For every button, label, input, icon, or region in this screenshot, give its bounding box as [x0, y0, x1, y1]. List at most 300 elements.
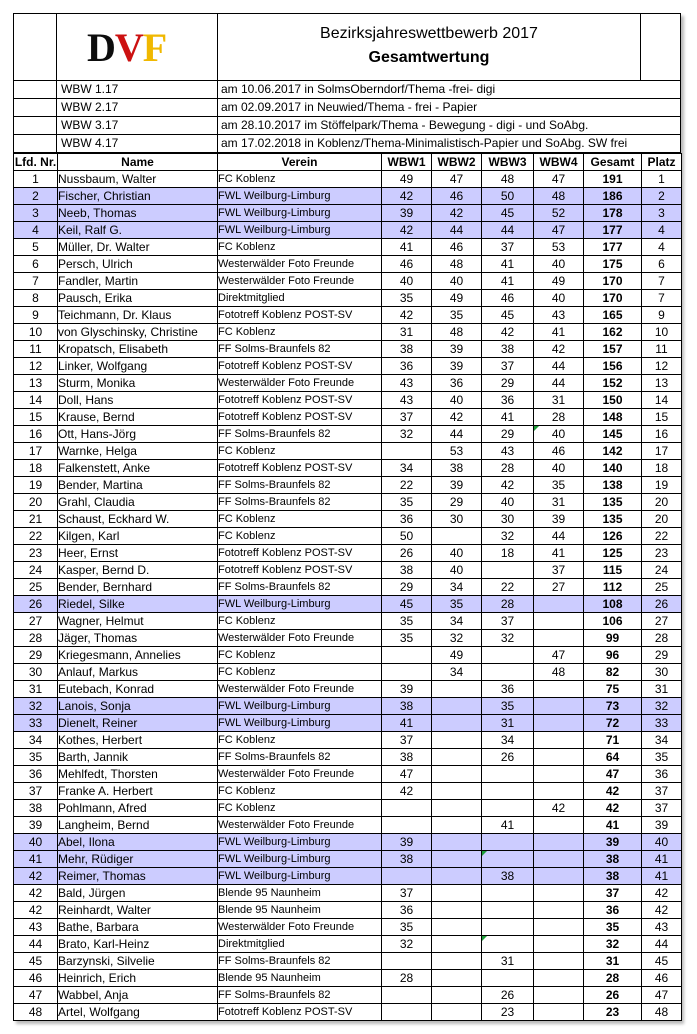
cell-wbw3 — [482, 902, 534, 919]
cell-nr: 31 — [14, 681, 58, 698]
cell-wbw2: 42 — [432, 205, 482, 222]
cell-wbw3: 37 — [482, 613, 534, 630]
cell-gesamt: 148 — [584, 409, 642, 426]
cell-wbw1: 32 — [382, 936, 432, 953]
cell-wbw2 — [432, 681, 482, 698]
table-row — [14, 460, 682, 477]
cell-wbw2: 48 — [432, 256, 482, 273]
table-row — [14, 171, 682, 188]
cell-nr: 32 — [14, 698, 58, 715]
cell-wbw2 — [432, 766, 482, 783]
cell-nr: 47 — [14, 987, 58, 1004]
cell-wbw1 — [382, 953, 432, 970]
cell-wbw4 — [534, 936, 584, 953]
table-row — [14, 239, 682, 256]
cell-platz: 37 — [642, 800, 682, 817]
cell-verein: Direktmitglied — [218, 290, 382, 307]
cell-platz: 46 — [642, 970, 682, 987]
cell-verein: Fototreff Koblenz POST-SV — [218, 409, 382, 426]
competition-name: WBW 1.17 — [61, 82, 119, 96]
cell-platz: 28 — [642, 630, 682, 647]
cell-gesamt: 177 — [584, 222, 642, 239]
cell-gesamt: 32 — [584, 936, 642, 953]
cell-wbw3 — [482, 970, 534, 987]
cell-platz: 47 — [642, 987, 682, 1004]
cell-name: Jäger, Thomas — [58, 630, 218, 647]
cell-name: Neeb, Thomas — [58, 205, 218, 222]
cell-wbw2 — [432, 970, 482, 987]
cell-gesamt: 170 — [584, 290, 642, 307]
cell-wbw2: 38 — [432, 460, 482, 477]
cell-wbw4: 53 — [534, 239, 584, 256]
cell-name: Lanois, Sonja — [58, 698, 218, 715]
table-row — [14, 273, 682, 290]
competition-detail: am 17.02.2018 in Koblenz/Thema-Minimalistisch-Papier und SoAbg. SW frei — [217, 135, 681, 152]
cell-wbw4 — [534, 834, 584, 851]
cell-gesamt: 115 — [584, 562, 642, 579]
cell-wbw1: 35 — [382, 630, 432, 647]
cell-wbw2: 46 — [432, 188, 482, 205]
cell-gesamt: 142 — [584, 443, 642, 460]
cell-wbw3: 48 — [482, 171, 534, 188]
table-row — [14, 392, 682, 409]
cell-gesamt: 75 — [584, 681, 642, 698]
cell-wbw4: 40 — [534, 426, 584, 443]
cell-wbw2: 49 — [432, 290, 482, 307]
cell-wbw4 — [534, 715, 584, 732]
cell-platz: 25 — [642, 579, 682, 596]
cell-platz: 31 — [642, 681, 682, 698]
cell-wbw2 — [432, 953, 482, 970]
cell-nr: 16 — [14, 426, 58, 443]
table-row — [14, 766, 682, 783]
cell-nr: 1 — [14, 171, 58, 188]
cell-wbw4: 27 — [534, 579, 584, 596]
cell-wbw3: 41 — [482, 273, 534, 290]
cell-wbw4 — [534, 817, 584, 834]
cell-wbw3: 31 — [482, 715, 534, 732]
cell-verein: FWL Weilburg-Limburg — [218, 715, 382, 732]
cell-wbw3: 36 — [482, 392, 534, 409]
cell-wbw2: 29 — [432, 494, 482, 511]
cell-wbw3: 40 — [482, 494, 534, 511]
cell-wbw2: 42 — [432, 409, 482, 426]
cell-nr: 6 — [14, 256, 58, 273]
cell-verein: FC Koblenz — [218, 800, 382, 817]
cell-wbw3: 18 — [482, 545, 534, 562]
cell-wbw2: 39 — [432, 358, 482, 375]
table-row — [14, 681, 682, 698]
cell-verein: FC Koblenz — [218, 613, 382, 630]
cell-verein: FF Solms-Braunfels 82 — [218, 987, 382, 1004]
cell-gesamt: 99 — [584, 630, 642, 647]
cell-name: Franke A. Herbert — [58, 783, 218, 800]
cell-platz: 1 — [642, 171, 682, 188]
cell-wbw2 — [432, 936, 482, 953]
table-row — [14, 443, 682, 460]
cell-wbw1: 26 — [382, 545, 432, 562]
cell-name: Anlauf, Markus — [58, 664, 218, 681]
cell-wbw3: 43 — [482, 443, 534, 460]
spreadsheet-sheet — [13, 13, 681, 1021]
cell-wbw1: 46 — [382, 256, 432, 273]
table-row — [14, 341, 682, 358]
table-row — [14, 222, 682, 239]
cell-wbw3 — [482, 919, 534, 936]
cell-gesamt: 178 — [584, 205, 642, 222]
cell-name: Artel, Wolfgang — [58, 1004, 218, 1021]
header-title-cell — [217, 14, 641, 80]
cell-platz: 6 — [642, 256, 682, 273]
cell-wbw1: 37 — [382, 885, 432, 902]
cell-wbw2 — [432, 987, 482, 1004]
cell-name: Fandler, Martin — [58, 273, 218, 290]
cell-platz: 29 — [642, 647, 682, 664]
cell-wbw4: 47 — [534, 171, 584, 188]
cell-platz: 4 — [642, 239, 682, 256]
cell-wbw2: 39 — [432, 341, 482, 358]
cell-nr: 8 — [14, 290, 58, 307]
cell-name: Grahl, Claudia — [58, 494, 218, 511]
cell-name: Ott, Hans-Jörg — [58, 426, 218, 443]
cell-wbw1: 41 — [382, 715, 432, 732]
cell-nr: 44 — [14, 936, 58, 953]
cell-name: Riedel, Silke — [58, 596, 218, 613]
cell-nr: 13 — [14, 375, 58, 392]
cell-nr: 45 — [14, 953, 58, 970]
cell-wbw3 — [482, 647, 534, 664]
cell-nr: 46 — [14, 970, 58, 987]
cell-gesamt: 140 — [584, 460, 642, 477]
table-row — [14, 749, 682, 766]
cell-name: Krause, Bernd — [58, 409, 218, 426]
cell-verein: FWL Weilburg-Limburg — [218, 834, 382, 851]
cell-wbw2 — [432, 817, 482, 834]
cell-name: Schaust, Eckhard W. — [58, 511, 218, 528]
competition-name: WBW 2.17 — [61, 100, 119, 114]
cell-wbw3: 42 — [482, 324, 534, 341]
table-row — [14, 868, 682, 885]
cell-wbw2: 47 — [432, 171, 482, 188]
table-row — [14, 698, 682, 715]
cell-gesamt: 26 — [584, 987, 642, 1004]
cell-wbw1 — [382, 1004, 432, 1021]
cell-verein: Westerwälder Foto Freunde — [218, 766, 382, 783]
cell-wbw1: 35 — [382, 919, 432, 936]
table-row — [14, 579, 682, 596]
cell-gesamt: 72 — [584, 715, 642, 732]
cell-wbw1: 40 — [382, 273, 432, 290]
table-row — [14, 732, 682, 749]
cell-name: Fischer, Christian — [58, 188, 218, 205]
col-header-wbw2: WBW2 — [432, 154, 482, 171]
cell-nr: 18 — [14, 460, 58, 477]
table-header-row — [14, 154, 682, 171]
cell-nr: 21 — [14, 511, 58, 528]
cell-wbw4: 47 — [534, 647, 584, 664]
cell-wbw2: 46 — [432, 239, 482, 256]
cell-platz: 12 — [642, 358, 682, 375]
dvf-logo: DVF — [87, 25, 167, 70]
cell-wbw3: 41 — [482, 817, 534, 834]
cell-nr: 9 — [14, 307, 58, 324]
cell-nr: 28 — [14, 630, 58, 647]
table-row — [14, 851, 682, 868]
cell-wbw2: 32 — [432, 630, 482, 647]
cell-verein: Blende 95 Naunheim — [218, 970, 382, 987]
cell-wbw3: 31 — [482, 953, 534, 970]
cell-gesamt: 156 — [584, 358, 642, 375]
cell-platz: 13 — [642, 375, 682, 392]
table-row — [14, 528, 682, 545]
cell-wbw3: 45 — [482, 307, 534, 324]
col-header-gesamt: Gesamt — [584, 154, 642, 171]
results-table — [13, 153, 682, 1021]
cell-wbw4: 44 — [534, 528, 584, 545]
cell-verein: FWL Weilburg-Limburg — [218, 851, 382, 868]
cell-verein: Fototreff Koblenz POST-SV — [218, 392, 382, 409]
cell-name: Eutebach, Konrad — [58, 681, 218, 698]
cell-platz: 41 — [642, 868, 682, 885]
cell-wbw4: 39 — [534, 511, 584, 528]
cell-platz: 30 — [642, 664, 682, 681]
cell-wbw1: 41 — [382, 239, 432, 256]
cell-wbw4 — [534, 868, 584, 885]
table-row — [14, 902, 682, 919]
cell-wbw3: 22 — [482, 579, 534, 596]
table-row — [14, 987, 682, 1004]
cell-platz: 7 — [642, 273, 682, 290]
cell-wbw4: 48 — [534, 188, 584, 205]
cell-verein: Fototreff Koblenz POST-SV — [218, 358, 382, 375]
cell-platz: 26 — [642, 596, 682, 613]
cell-gesamt: 186 — [584, 188, 642, 205]
cell-wbw2 — [432, 715, 482, 732]
cell-wbw2 — [432, 902, 482, 919]
cell-nr: 42 — [14, 868, 58, 885]
col-header-name: Name — [58, 154, 218, 171]
table-row — [14, 783, 682, 800]
cell-verein: Fototreff Koblenz POST-SV — [218, 562, 382, 579]
cell-gesamt: 37 — [584, 885, 642, 902]
cell-wbw3: 46 — [482, 290, 534, 307]
cell-wbw3: 30 — [482, 511, 534, 528]
cell-platz: 44 — [642, 936, 682, 953]
table-row — [14, 188, 682, 205]
table-row — [14, 205, 682, 222]
cell-name: Mehr, Rüdiger — [58, 851, 218, 868]
cell-wbw2 — [432, 749, 482, 766]
cell-wbw1: 43 — [382, 375, 432, 392]
cell-nr: 14 — [14, 392, 58, 409]
cell-verein: Westerwälder Foto Freunde — [218, 375, 382, 392]
cell-verein: Fototreff Koblenz POST-SV — [218, 545, 382, 562]
cell-wbw1: 38 — [382, 562, 432, 579]
cell-wbw3: 32 — [482, 630, 534, 647]
cell-wbw2 — [432, 868, 482, 885]
cell-verein: FF Solms-Braunfels 82 — [218, 749, 382, 766]
cell-gesamt: 138 — [584, 477, 642, 494]
cell-wbw1: 42 — [382, 783, 432, 800]
cell-platz: 22 — [642, 528, 682, 545]
cell-name: Bald, Jürgen — [58, 885, 218, 902]
cell-nr: 20 — [14, 494, 58, 511]
cell-name: Brato, Karl-Heinz — [58, 936, 218, 953]
cell-platz: 11 — [642, 341, 682, 358]
cell-platz: 2 — [642, 188, 682, 205]
cell-wbw3 — [482, 562, 534, 579]
cell-wbw1: 42 — [382, 188, 432, 205]
cell-gesamt: 135 — [584, 511, 642, 528]
competition-row — [13, 117, 681, 135]
cell-nr: 11 — [14, 341, 58, 358]
cell-verein: FF Solms-Braunfels 82 — [218, 494, 382, 511]
table-row — [14, 885, 682, 902]
cell-name: Warnke, Helga — [58, 443, 218, 460]
cell-name: Dienelt, Reiner — [58, 715, 218, 732]
cell-wbw3: 44 — [482, 222, 534, 239]
cell-wbw4 — [534, 613, 584, 630]
cell-wbw3: 38 — [482, 868, 534, 885]
cell-verein: FC Koblenz — [218, 783, 382, 800]
competition-detail: am 10.06.2017 in SolmsOberndorf/Thema -frei- digi — [217, 81, 681, 98]
cell-wbw1: 36 — [382, 358, 432, 375]
cell-wbw1 — [382, 868, 432, 885]
cell-platz: 14 — [642, 392, 682, 409]
cell-wbw4 — [534, 953, 584, 970]
cell-wbw1: 42 — [382, 222, 432, 239]
cell-verein: FF Solms-Braunfels 82 — [218, 953, 382, 970]
header-logo-cell — [57, 14, 217, 80]
cell-verein: FWL Weilburg-Limburg — [218, 222, 382, 239]
table-row — [14, 545, 682, 562]
cell-verein: FC Koblenz — [218, 732, 382, 749]
cell-verein: Westerwälder Foto Freunde — [218, 817, 382, 834]
cell-gesamt: 170 — [584, 273, 642, 290]
cell-gesamt: 38 — [584, 851, 642, 868]
cell-platz: 4 — [642, 222, 682, 239]
cell-wbw1: 36 — [382, 902, 432, 919]
table-row — [14, 358, 682, 375]
cell-nr: 10 — [14, 324, 58, 341]
cell-platz: 36 — [642, 766, 682, 783]
cell-wbw1: 28 — [382, 970, 432, 987]
col-header-nr: Lfd. Nr. — [14, 155, 57, 169]
cell-wbw4: 47 — [534, 222, 584, 239]
cell-nr: 26 — [14, 596, 58, 613]
cell-platz: 20 — [642, 511, 682, 528]
competition-row — [13, 99, 681, 117]
table-row — [14, 800, 682, 817]
cell-wbw4: 35 — [534, 477, 584, 494]
table-row — [14, 647, 682, 664]
cell-wbw3: 37 — [482, 239, 534, 256]
cell-name: Falkenstett, Anke — [58, 460, 218, 477]
table-row — [14, 324, 682, 341]
cell-wbw2: 49 — [432, 647, 482, 664]
cell-platz: 16 — [642, 426, 682, 443]
cell-platz: 42 — [642, 902, 682, 919]
cell-name: Linker, Wolfgang — [58, 358, 218, 375]
cell-name: Pausch, Erika — [58, 290, 218, 307]
cell-name: Kropatsch, Elisabeth — [58, 341, 218, 358]
cell-platz: 9 — [642, 307, 682, 324]
cell-verein: Blende 95 Naunheim — [218, 885, 382, 902]
cell-nr: 19 — [14, 477, 58, 494]
cell-nr: 48 — [14, 1004, 58, 1021]
cell-nr: 34 — [14, 732, 58, 749]
cell-wbw3: 26 — [482, 749, 534, 766]
cell-wbw1: 39 — [382, 205, 432, 222]
table-row — [14, 256, 682, 273]
cell-wbw4 — [534, 596, 584, 613]
competition-name: WBW 4.17 — [61, 136, 119, 150]
cell-wbw2 — [432, 919, 482, 936]
cell-platz: 23 — [642, 545, 682, 562]
cell-wbw3: 41 — [482, 256, 534, 273]
cell-verein: FWL Weilburg-Limburg — [218, 188, 382, 205]
cell-wbw4 — [534, 902, 584, 919]
cell-wbw1: 47 — [382, 766, 432, 783]
cell-gesamt: 175 — [584, 256, 642, 273]
col-header-wbw4: WBW4 — [534, 154, 584, 171]
cell-name: Reinhardt, Walter — [58, 902, 218, 919]
table-row — [14, 375, 682, 392]
cell-wbw4: 31 — [534, 494, 584, 511]
cell-wbw2: 34 — [432, 613, 482, 630]
cell-nr: 36 — [14, 766, 58, 783]
cell-name: Wagner, Helmut — [58, 613, 218, 630]
table-row — [14, 834, 682, 851]
cell-gesamt: 162 — [584, 324, 642, 341]
cell-platz: 32 — [642, 698, 682, 715]
cell-wbw2 — [432, 885, 482, 902]
cell-platz: 24 — [642, 562, 682, 579]
cell-wbw4 — [534, 1004, 584, 1021]
cell-wbw1 — [382, 443, 432, 460]
cell-platz: 3 — [642, 205, 682, 222]
cell-wbw4 — [534, 783, 584, 800]
cell-nr: 7 — [14, 273, 58, 290]
cell-gesamt: 47 — [584, 766, 642, 783]
cell-platz: 27 — [642, 613, 682, 630]
cell-name: Nussbaum, Walter — [58, 171, 218, 188]
cell-name: Keil, Ralf G. — [58, 222, 218, 239]
cell-name: Kothes, Herbert — [58, 732, 218, 749]
cell-verein: FF Solms-Braunfels 82 — [218, 477, 382, 494]
cell-name: Kasper, Bernd D. — [58, 562, 218, 579]
cell-wbw4: 28 — [534, 409, 584, 426]
cell-nr: 27 — [14, 613, 58, 630]
cell-verein: Blende 95 Naunheim — [218, 902, 382, 919]
cell-platz: 43 — [642, 919, 682, 936]
header-cell-right — [641, 14, 681, 80]
cell-verein: FC Koblenz — [218, 239, 382, 256]
cell-platz: 18 — [642, 460, 682, 477]
cell-verein: Westerwälder Foto Freunde — [218, 630, 382, 647]
cell-verein: Fototreff Koblenz POST-SV — [218, 460, 382, 477]
header-cell-empty — [13, 14, 57, 80]
cell-verein: Westerwälder Foto Freunde — [218, 273, 382, 290]
cell-wbw1: 45 — [382, 596, 432, 613]
cell-wbw1: 35 — [382, 290, 432, 307]
cell-nr: 25 — [14, 579, 58, 596]
cell-verein: FC Koblenz — [218, 664, 382, 681]
cell-verein: FC Koblenz — [218, 647, 382, 664]
cell-wbw4: 48 — [534, 664, 584, 681]
page-subtitle: Gesamtwertung — [368, 49, 490, 66]
cell-gesamt: 108 — [584, 596, 642, 613]
